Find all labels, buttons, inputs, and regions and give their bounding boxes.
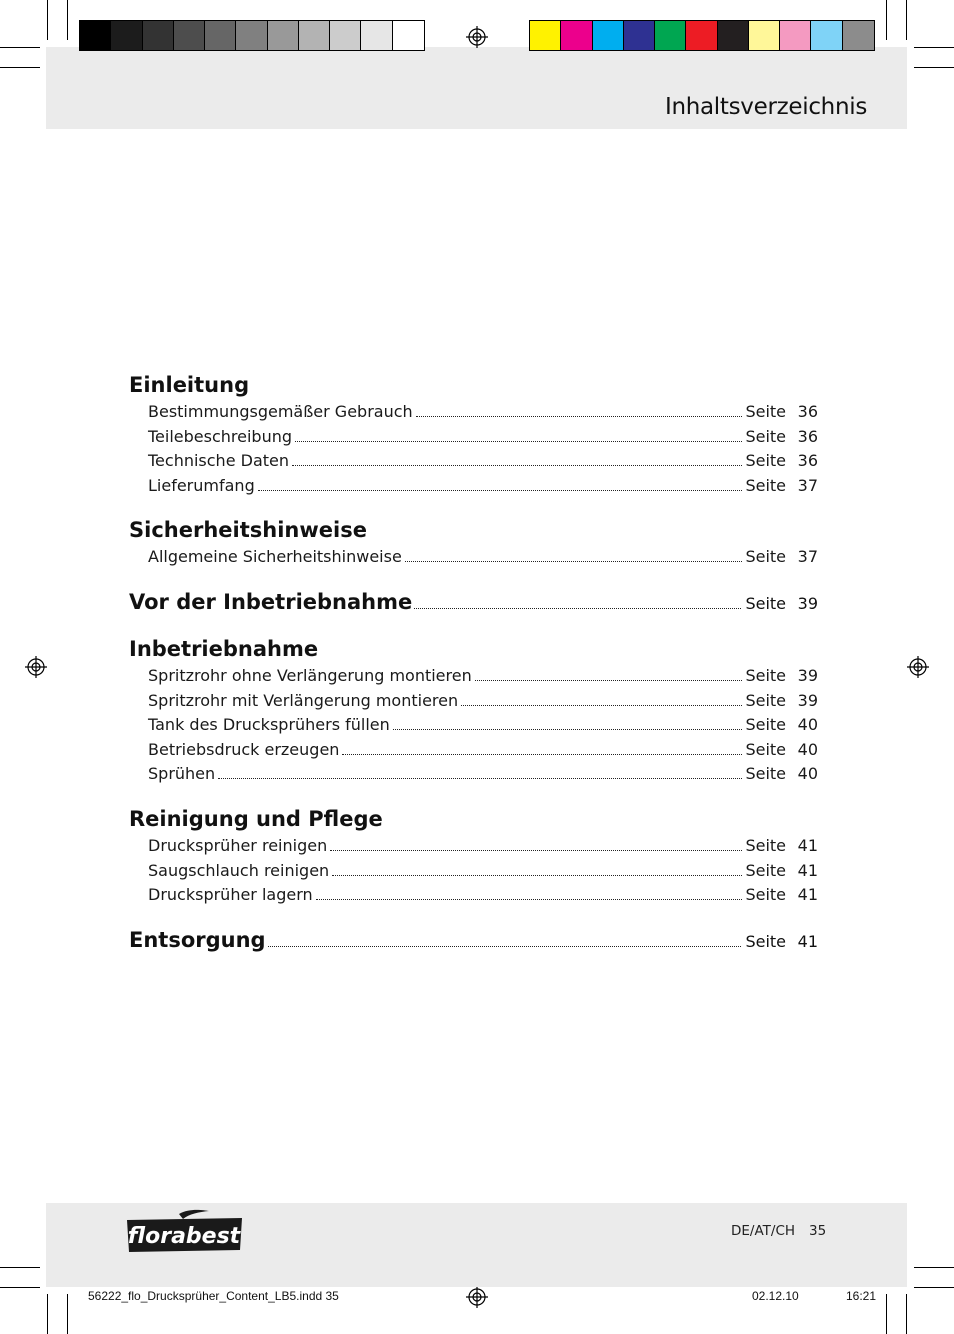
slug-date: 02.12.10 [752,1289,799,1303]
page-num: 41 [797,835,818,855]
dot-leader [416,416,743,417]
toc-entry[interactable] [129,400,818,425]
crop-mark [886,0,887,40]
entry-label: Betriebsdruck erzeugen [148,739,340,759]
page-ref [745,474,818,499]
page-ref [745,834,818,859]
crop-mark [0,47,40,48]
dot-leader [405,561,743,562]
toc-entry[interactable] [129,883,818,908]
crop-mark [0,1267,40,1268]
color-swatch [268,21,299,50]
color-swatch [236,21,267,50]
toc-entry[interactable] [129,664,818,689]
color-swatch [624,21,655,50]
toc-entry[interactable] [129,713,818,738]
crop-mark [914,1287,954,1288]
color-swatch [749,21,780,50]
page-num: 41 [797,885,818,905]
page-ref [745,859,818,884]
entry-label: Technische Daten [148,451,290,471]
toc-section [129,634,818,787]
page-word: Seite [745,402,786,421]
color-swatch [205,21,236,50]
entry-label: Spritzrohr mit Verlängerung montieren [148,690,459,710]
entry-label: Bestimmungsgemäßer Gebrauch [148,402,413,421]
entry-label: Drucksprüher reinigen [148,835,328,855]
page-word: Seite [745,475,786,495]
color-swatch [111,21,142,50]
toc-section-title[interactable] [129,804,818,834]
page-word: Seite [745,593,786,613]
page-word: Seite [745,426,786,446]
toc-section [129,587,818,617]
color-swatch [593,21,624,50]
color-swatch [361,21,392,50]
toc-section [129,804,818,908]
dot-leader [330,850,742,851]
page-ref [745,400,818,425]
dot-leader [414,608,741,609]
page-num: 37 [797,547,818,567]
page-ref [745,425,818,450]
section-title-text: Sicherheitshinweise [129,518,367,543]
entry-label: Saugschlauch reinigen [148,860,330,880]
slug-time: 16:21 [846,1289,877,1303]
entry-label: Tank des Drucksprühers füllen [148,715,390,735]
color-swatch [843,21,874,50]
toc-entry[interactable] [129,834,818,859]
toc-section-title[interactable] [129,370,818,400]
toc-section [129,370,818,498]
dot-leader [218,778,742,779]
page-number: 35 [809,1223,827,1239]
page-word: Seite [745,547,786,567]
page-num: 39 [797,665,818,685]
entry-label: Sprühen [148,764,216,784]
locale-label: DE/AT/CH [731,1223,796,1239]
toc-section-title[interactable] [129,587,818,617]
color-swatch [299,21,330,50]
color-swatch [561,21,592,50]
svg-text:florabest: florabest [127,1224,241,1249]
section-title-text: Vor der Inbetriebnahme [129,589,413,614]
toc-entry[interactable] [129,545,818,570]
entry-label: Drucksprüher lagern [148,885,313,905]
table-of-contents [129,370,818,955]
registration-mark-icon [25,656,47,678]
entry-label: Spritzrohr ohne Verlängerung montieren [148,665,472,685]
page-ref [745,762,818,787]
crop-mark [0,1287,40,1288]
color-swatch [686,21,717,50]
page-word: Seite [745,835,786,855]
page-num: 36 [797,402,818,421]
dot-leader [475,680,743,681]
page-title: Inhaltsverzeichnis [664,94,867,120]
entry-label: Allgemeine Sicherheitshinweise [148,547,402,567]
color-swatch [530,21,561,50]
crop-mark [67,0,68,40]
page-num: 40 [797,715,818,735]
toc-entry[interactable] [129,474,818,499]
crop-mark [47,0,48,40]
section-title-text: Einleitung [129,373,250,397]
gray-calibration-bar [79,20,425,51]
page-word: Seite [745,885,786,905]
color-calibration-bar [529,20,875,51]
color-swatch [330,21,361,50]
toc-section [129,515,818,570]
registration-mark-icon [907,656,929,678]
page-num: 36 [797,426,818,446]
crop-mark [47,1294,48,1334]
color-swatch [143,21,174,50]
florabest-logo [127,1208,242,1252]
crop-mark [886,1294,887,1334]
page-num: 41 [797,931,818,951]
crop-mark [914,47,954,48]
page-num: 36 [797,451,818,471]
section-title-text: Entsorgung [129,927,266,952]
crop-mark [906,0,907,40]
page-word: Seite [745,715,786,735]
section-title-text: Reinigung und Pflege [129,806,383,831]
dot-leader [268,946,742,947]
registration-mark-icon [466,26,488,48]
color-swatch [718,21,749,50]
page-meta [731,1223,826,1239]
entry-label: Teilebeschreibung [148,426,293,446]
crop-mark [0,67,40,68]
page-num: 40 [797,764,818,784]
color-swatch [393,21,424,50]
dot-leader [295,441,742,442]
crop-mark [914,1267,954,1268]
dot-leader [332,875,742,876]
color-swatch [780,21,811,50]
page-word: Seite [745,764,786,784]
dot-leader [258,490,743,491]
dot-leader [342,754,742,755]
page-ref [745,713,818,738]
toc-section [129,925,818,955]
toc-section-title[interactable] [129,925,818,955]
dot-leader [461,705,742,706]
page-num: 37 [797,475,818,495]
page-num: 39 [797,690,818,710]
page-word: Seite [745,451,786,471]
registration-mark-icon [466,1286,488,1308]
toc-entry[interactable] [129,738,818,763]
crop-mark [906,1294,907,1334]
page-word: Seite [745,690,786,710]
toc-entry[interactable] [129,425,818,450]
color-swatch [174,21,205,50]
color-swatch [811,21,842,50]
page-ref [745,664,818,689]
slug-file: 56222_flo_Drucksprüher_Content_LB5.indd 35 [88,1289,339,1303]
toc-section-title[interactable] [129,634,818,664]
dot-leader [316,899,743,900]
toc-section-title[interactable] [129,515,818,545]
crop-mark [67,1294,68,1334]
page-num: 41 [797,860,818,880]
section-title-text: Inbetriebnahme [129,636,319,661]
page-ref [745,927,818,957]
color-swatch [655,21,686,50]
color-swatch [80,21,111,50]
page-word: Seite [745,860,786,880]
toc-entry[interactable] [129,859,818,884]
dot-leader [292,465,742,466]
page-ref [745,883,818,908]
toc-entry[interactable] [129,689,818,714]
page-word: Seite [745,739,786,759]
entry-label: Lieferumfang [148,475,255,495]
page-ref [745,738,818,763]
dot-leader [393,729,743,730]
page-word: Seite [745,931,786,951]
page-ref [745,589,818,619]
crop-mark [914,67,954,68]
page-word: Seite [745,665,786,685]
page-ref [745,449,818,474]
page-ref [745,545,818,570]
page-num: 39 [797,593,818,613]
page-num: 40 [797,739,818,759]
toc-entry[interactable] [129,449,818,474]
page-ref [745,689,818,714]
toc-entry[interactable] [129,762,818,787]
